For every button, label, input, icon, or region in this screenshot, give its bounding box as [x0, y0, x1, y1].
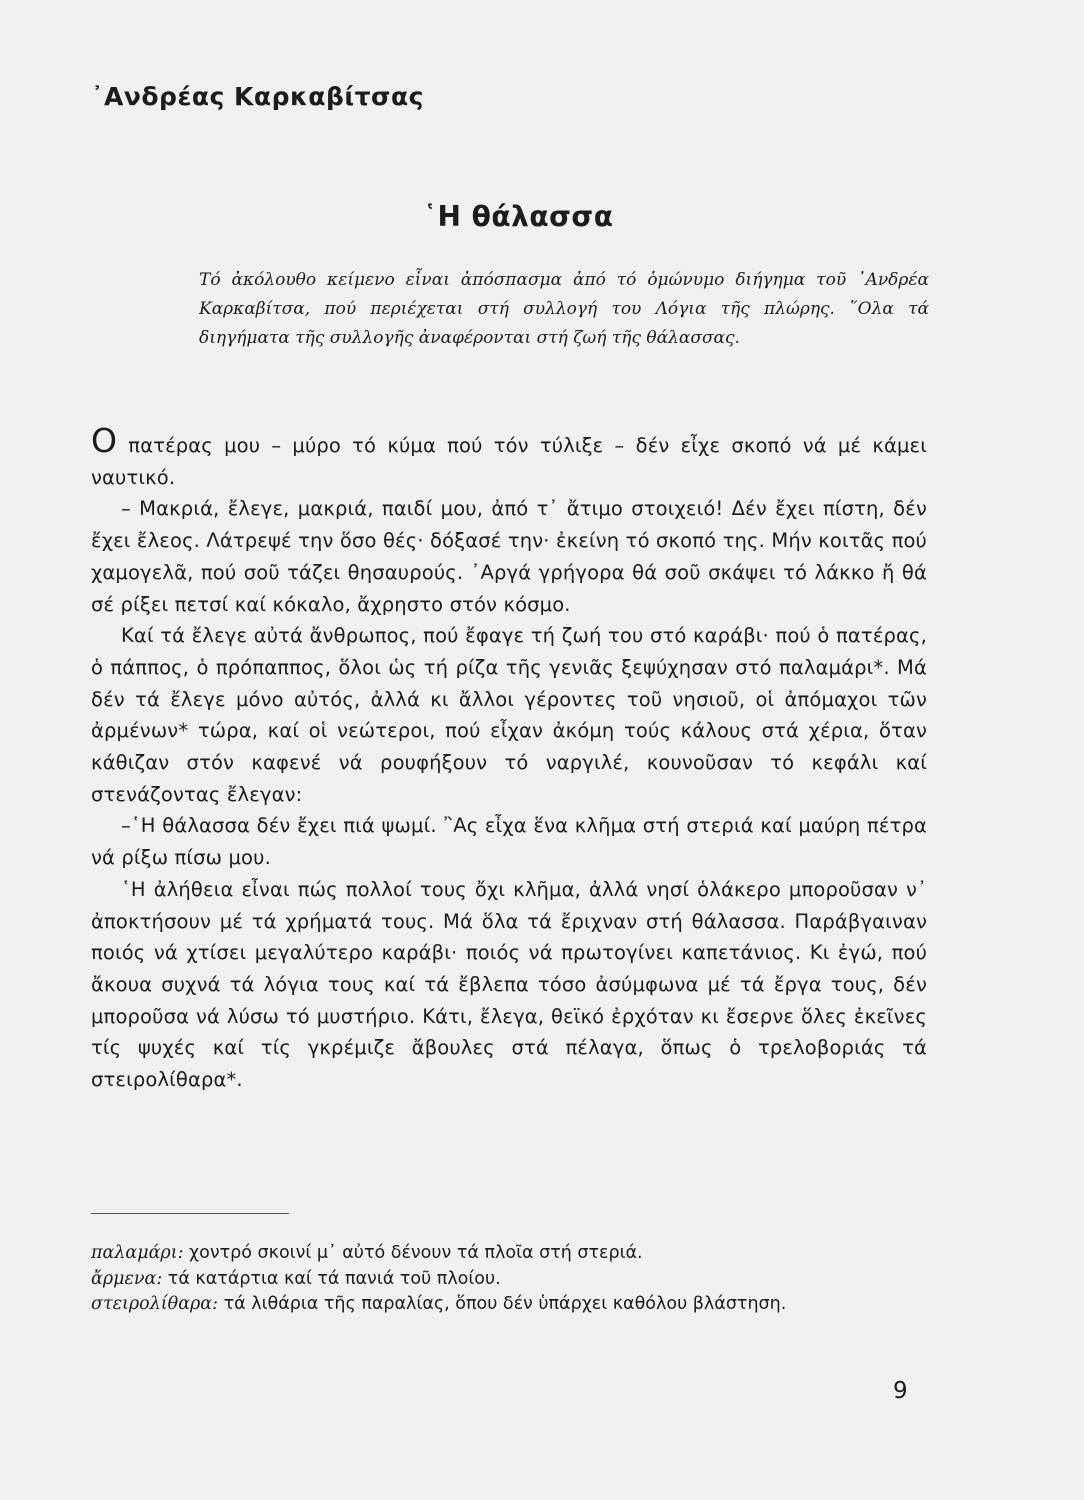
author-heading: ᾿Ανδρέας Καρκαβίτσας: [91, 82, 424, 111]
paragraph-3: Καί τά ἔλεγε αὐτά ἄνθρωπος, πού ἔφαγε τή ζωή του στό καράβι· πού ὁ πατέρας, ὁ πάππος, ὁ πρόπαππος, ὅλοι ὡς τή ρίζα τῆς γενιᾶς ξεψύχησαν στό παλαμάρι*. Μά δέν τά ἔλεγε μόνο αὐτός, ἀλλά κι ἄλλοι γέροντες τοῦ νησιοῦ, οἱ ἀπόμαχοι τῶν ἀρμένων* τώρα, καί οἱ νεώτεροι, πού εἶχαν ἀκόμη τούς κάλους στά χέρια, ὅταν κάθιζαν στόν καφενέ νά ρουφήξουν τό ναργιλέ, κουνοῦσαν τό κεφάλι καί στενάζοντας ἔλεγαν:: [91, 624, 927, 806]
drop-cap: Ο: [91, 421, 118, 460]
paragraph-5: ῾Η ἀλήθεια εἶναι πώς πολλοί τους ὄχι κλῆμα, ἀλλά νησί ὁλάκερο μποροῦσαν ν᾿ ἀποκτήσουν μέ τά χρήματά τους. Μά ὅλα τά ἔριχναν στή θάλασσα. Παράβγαιναν ποιός νά χτίσει μεγαλύτερο καράβι· ποιός νά πρωτογίνει καπετάνιος. Κι ἐγώ, πού ἄκουα συχνά τά λόγια τους καί τά ἔβλεπα τόσο ἀσύμφωνα μέ τά ἔργα τους, δέν μποροῦσα νά λύσω τό μυστήριο. Κάτι, ἔλεγα, θεϊκό ἐρχόταν κι ἔσερνε ὅλες ἐκεῖνες τίς ψυχές καί τίς γκρέμιζε ἄβουλες στά πέλαγα, ὅπως ὁ τρελοβοριάς τά στειρολίθαρα*.: [91, 877, 927, 1092]
footnote-term: στειρολίθαρα:: [91, 1294, 219, 1314]
paragraph-1: [91, 421, 927, 493]
paragraph-4: –῾Η θάλασσα δέν ἔχει πιά ψωμί. ῍Ας εἶχα ἕνα κλῆμα στή στεριά καί μαύρη πέτρα νά ρίξω πίσω μου.: [91, 814, 927, 870]
footnote-divider: [91, 1213, 289, 1214]
paragraph-1-text: πατέρας μου – μύρο τό κύμα πού τόν τύλιξε – δέν εἶχε σκοπό νά μέ κάμει ναυτικό.: [91, 434, 927, 489]
footnote-item: [91, 1241, 931, 1267]
footnote-definition: χοντρό σκοινί μ᾿ αὐτό δένουν τά πλοῖα στή στεριά.: [183, 1243, 643, 1263]
paragraph-2: – Μακριά, ἔλεγε, μακριά, παιδί μου, ἀπό τ᾿ ἄτιμο στοιχειό! Δέν ἔχει πίστη, δέν ἔχει ἔλεος. Λάτρεψέ την ὅσο θές· δόξασέ την· ἐκείνη τό σκοπό της. Μήν κοιτᾶς πού χαμογελᾶ, πού σοῦ τάζει θησαυρούς. ᾿Αργά γρήγορα θά σοῦ σκάψει τό λάκκο ἤ θά σέ ρίξει πετσί καί κόκαλο, ἄχρηστο στόν κόσμο.: [91, 497, 927, 616]
footnote-item: [91, 1292, 931, 1318]
story-text: [91, 421, 927, 1096]
footnote-term: ἄρμενα:: [91, 1268, 163, 1289]
footnote-item: [91, 1267, 931, 1293]
intro-note: Τό ἀκόλουθο κείμενο εἶναι ἀπόσπασμα ἀπό τό ὁμώνυμο διήγημα τοῦ ᾿Ανδρέα Καρκαβίτσα, πού περιέχεται στή συλλογή του Λόγια τῆς πλώρης. ῞Ολα τά διηγήματα τῆς συλλογῆς ἀναφέρονται στή ζωή τῆς θάλασσας.: [199, 270, 929, 348]
footnote-definition: τά λιθάρια τῆς παραλίας, ὅπου δέν ὑπάρχει καθόλου βλάστηση.: [218, 1294, 787, 1314]
footnotes: [91, 1241, 931, 1318]
footnote-term: παλαμάρι:: [91, 1243, 184, 1263]
footnote-definition: τά κατάρτια καί τά πανιά τοῦ πλοίου.: [162, 1268, 501, 1289]
story-title: ῾Η θάλασσα: [423, 200, 614, 233]
page-number: 9: [893, 1378, 908, 1404]
